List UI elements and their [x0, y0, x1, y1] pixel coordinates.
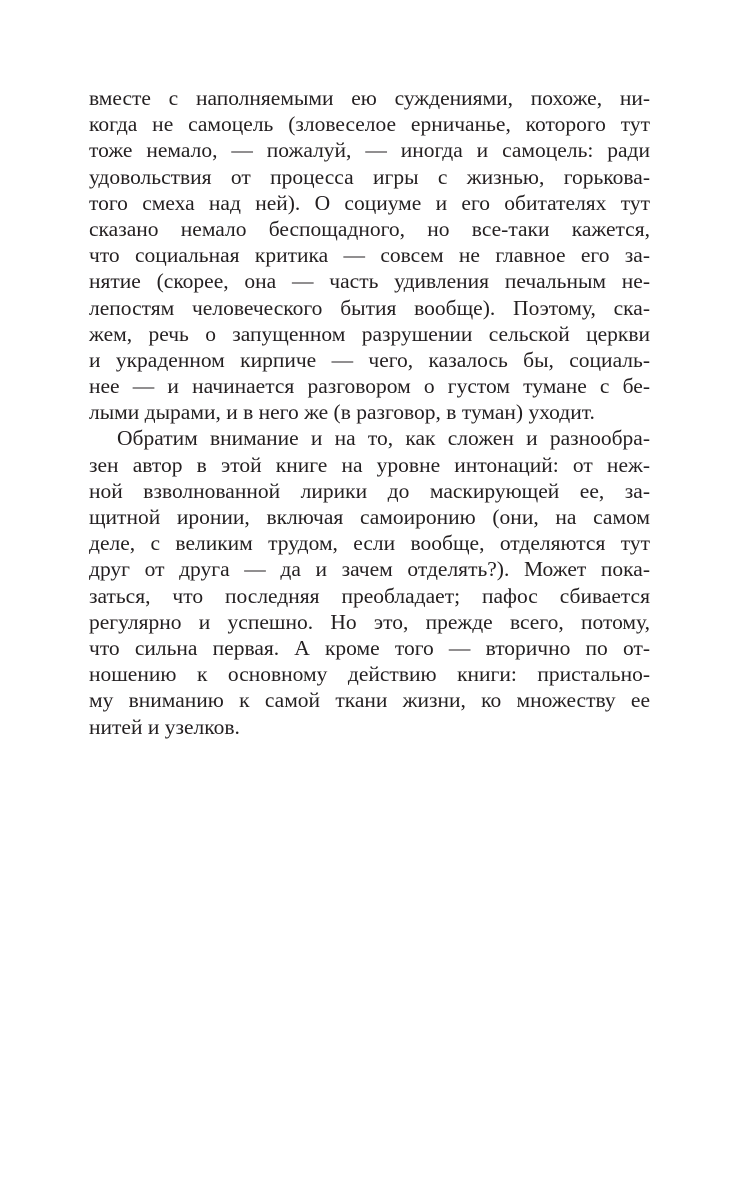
- paragraph-2: [89, 425, 650, 739]
- text-line: заться, что последняя преобладает; пафос сбивается: [89, 583, 650, 608]
- text-line: лыми дырами, и в него же (в разговор, в туман) уходит.: [89, 400, 595, 425]
- paragraph-1: [89, 85, 650, 425]
- text-line: жем, речь о запущенном разрушении сельской церкви: [89, 321, 650, 346]
- text-line: нее — и начинается разговором о густом тумане с бе-: [89, 374, 650, 399]
- text-line: деле, с великим трудом, если вообще, отделяются тут: [89, 531, 650, 556]
- text-line: друг от друга — да и зачем отделять?). Может пока-: [89, 557, 650, 582]
- text-line: регулярно и успешно. Но это, прежде всего, потому,: [89, 609, 650, 634]
- text-line: Обратим внимание и на то, как сложен и разнообра-: [117, 426, 650, 451]
- text-line: нятие (скорее, она — часть удивления печальным не-: [89, 269, 650, 294]
- text-line: лепостям человеческого бытия вообще). Поэтому, ска-: [89, 295, 650, 320]
- text-line: и украденном кирпиче — чего, казалось бы, социаль-: [89, 347, 650, 372]
- text-line: ной взволнованной лирики до маскирующей ее, за-: [89, 478, 650, 503]
- book-page-text: [89, 85, 650, 740]
- text-line: тоже немало, — пожалуй, — иногда и самоцель: ради: [89, 138, 650, 163]
- text-line: сказано немало беспощадного, но все-таки кажется,: [89, 216, 650, 241]
- text-line: зен автор в этой книге на уровне интонаций: от неж-: [89, 452, 650, 477]
- text-line: когда не самоцель (зловеселое ерничанье, которого тут: [89, 112, 650, 137]
- text-line: ношению к основному действию книги: пристально-: [89, 662, 650, 687]
- text-line: нитей и узелков.: [89, 714, 240, 739]
- text-line: вместе с наполняемыми ею суждениями, похоже, ни-: [89, 86, 650, 110]
- text-line: му вниманию к самой ткани жизни, ко множеству ее: [89, 688, 650, 713]
- text-line: что социальная критика — совсем не главное его за-: [89, 243, 650, 268]
- text-line: удовольствия от процесса игры с жизнью, горькова-: [89, 164, 650, 189]
- text-line: что сильна первая. А кроме того — вторично по от-: [89, 635, 650, 660]
- text-line: щитной иронии, включая самоиронию (они, на самом: [89, 505, 650, 529]
- text-line: того смеха над ней). О социуме и его обитателях тут: [89, 190, 650, 215]
